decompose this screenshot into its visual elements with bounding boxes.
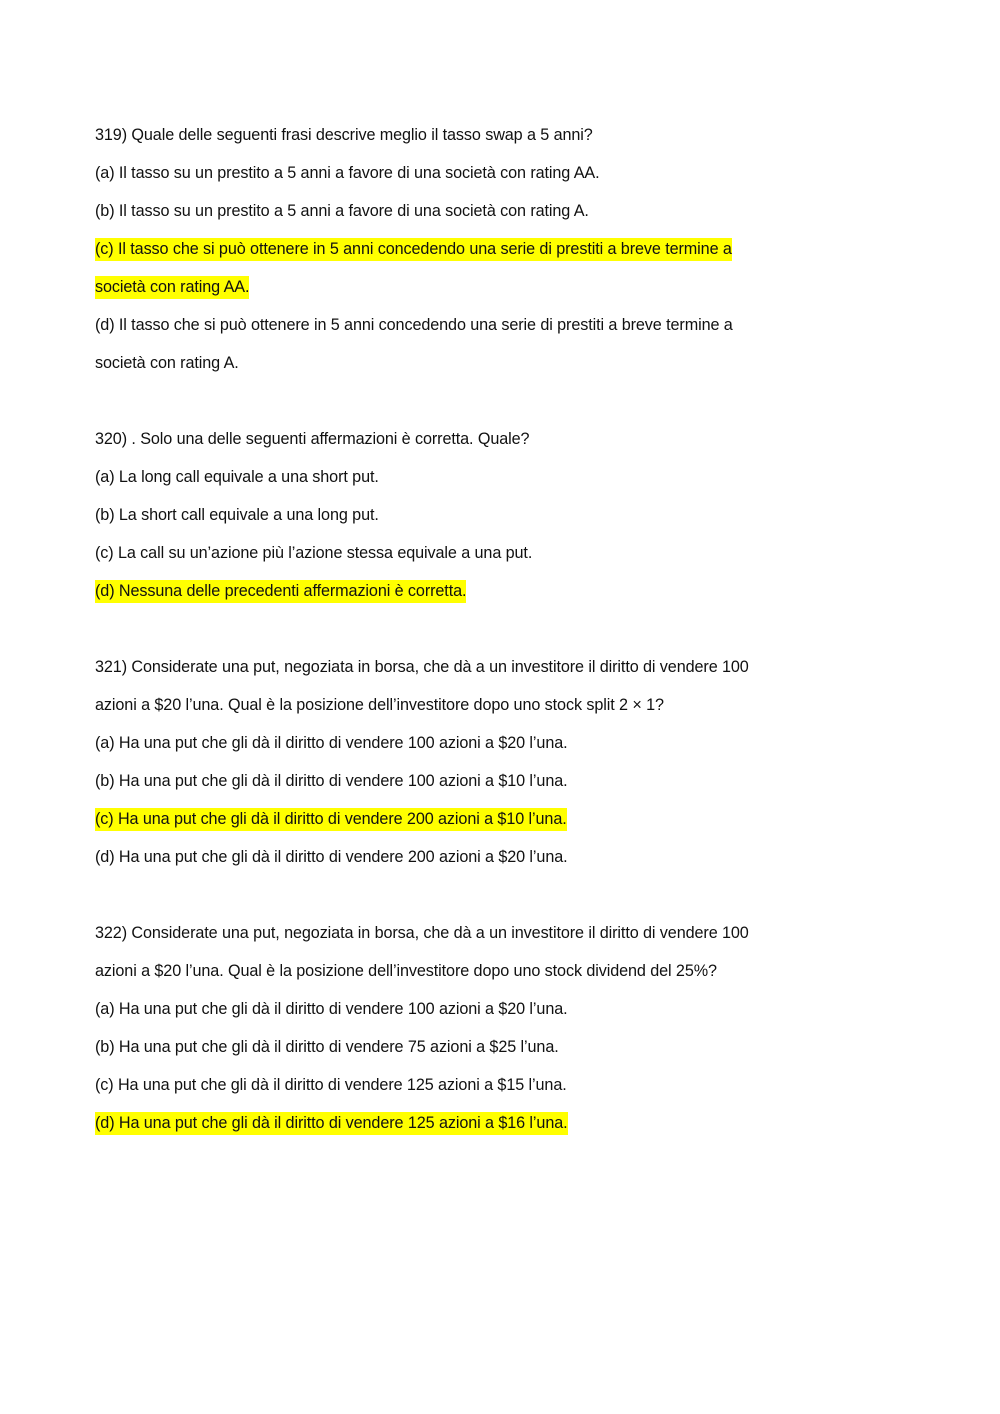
answer-option-b	[95, 1028, 815, 1066]
answer-option-c-correct	[95, 230, 815, 268]
answer-option-a	[95, 154, 815, 192]
highlighted-answer-text: (c) Ha una put che gli dà il diritto di vendere 200 azioni a $10 l’una.	[95, 808, 567, 831]
question-stem: 320) . Solo una delle seguenti affermazioni è corretta. Quale?	[95, 430, 530, 448]
highlighted-answer-text: società con rating AA.	[95, 276, 249, 299]
answer-text: (b) La short call equivale a una long put.	[95, 506, 379, 524]
answer-text: (a) Il tasso su un prestito a 5 anni a favore di una società con rating AA.	[95, 164, 600, 182]
answer-text: (c) Ha una put che gli dà il diritto di vendere 125 azioni a $15 l’una.	[95, 1076, 567, 1094]
question-stem: azioni a $20 l’una. Qual è la posizione dell’investitore dopo uno stock dividend del 25%?	[95, 962, 717, 980]
question-322	[95, 914, 815, 1142]
question-text-continued	[95, 952, 815, 990]
question-text	[95, 116, 815, 154]
answer-text: (b) Il tasso su un prestito a 5 anni a favore di una società con rating A.	[95, 202, 589, 220]
answer-option-c-correct	[95, 800, 815, 838]
answer-text: (d) Il tasso che si può ottenere in 5 anni concedendo una serie di prestiti a breve termine a	[95, 316, 733, 334]
answer-option-d	[95, 306, 815, 344]
question-text	[95, 914, 815, 952]
answer-option-d-correct	[95, 572, 815, 610]
highlighted-answer-text: (d) Ha una put che gli dà il diritto di vendere 125 azioni a $16 l’una.	[95, 1112, 568, 1135]
answer-option-b	[95, 496, 815, 534]
answer-text: (b) Ha una put che gli dà il diritto di vendere 75 azioni a $25 l’una.	[95, 1038, 559, 1056]
answer-option-c	[95, 1066, 815, 1104]
question-stem: 321) Considerate una put, negoziata in borsa, che dà a un investitore il diritto di vendere 100	[95, 658, 749, 676]
answer-text: (a) Ha una put che gli dà il diritto di vendere 100 azioni a $20 l’una.	[95, 1000, 568, 1018]
answer-option-c-continued	[95, 268, 815, 306]
answer-option-a	[95, 458, 815, 496]
answer-option-d-continued	[95, 344, 815, 382]
document-page	[95, 116, 815, 1180]
question-text	[95, 420, 815, 458]
question-stem: 319) Quale delle seguenti frasi descrive meglio il tasso swap a 5 anni?	[95, 126, 593, 144]
question-stem: 322) Considerate una put, negoziata in borsa, che dà a un investitore il diritto di vendere 100	[95, 924, 749, 942]
answer-text: (b) Ha una put che gli dà il diritto di vendere 100 azioni a $10 l’una.	[95, 772, 568, 790]
answer-option-a	[95, 724, 815, 762]
answer-option-d-correct	[95, 1104, 815, 1142]
answer-option-d	[95, 838, 815, 876]
answer-text: (a) La long call equivale a una short put.	[95, 468, 379, 486]
answer-option-a	[95, 990, 815, 1028]
answer-text: società con rating A.	[95, 354, 239, 372]
answer-text: (a) Ha una put che gli dà il diritto di vendere 100 azioni a $20 l’una.	[95, 734, 568, 752]
answer-option-b	[95, 192, 815, 230]
question-319	[95, 116, 815, 382]
question-stem: azioni a $20 l’una. Qual è la posizione dell’investitore dopo uno stock split 2 × 1?	[95, 696, 664, 714]
answer-text: (c) La call su un’azione più l’azione stessa equivale a una put.	[95, 544, 533, 562]
question-320	[95, 420, 815, 610]
highlighted-answer-text: (d) Nessuna delle precedenti affermazioni è corretta.	[95, 580, 466, 603]
answer-text: (d) Ha una put che gli dà il diritto di vendere 200 azioni a $20 l’una.	[95, 848, 568, 866]
highlighted-answer-text: (c) Il tasso che si può ottenere in 5 anni concedendo una serie di prestiti a breve termine a	[95, 238, 732, 261]
question-321	[95, 648, 815, 876]
question-text	[95, 648, 815, 686]
answer-option-b	[95, 762, 815, 800]
answer-option-c	[95, 534, 815, 572]
question-text-continued	[95, 686, 815, 724]
